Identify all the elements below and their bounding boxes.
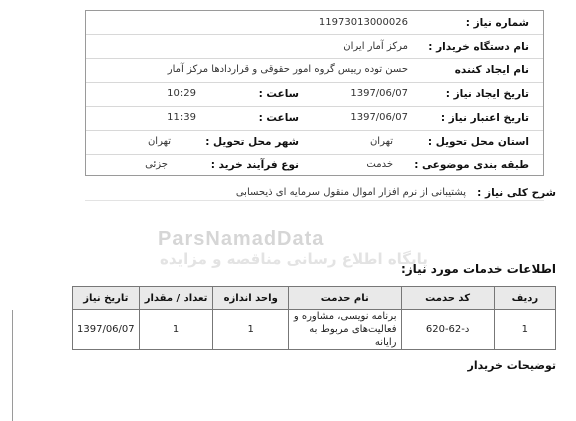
validity-date-label: تاریخ اعتبار نیاز : <box>440 112 529 124</box>
row-separator <box>86 106 543 107</box>
delivery-city-label: شهر محل تحویل : <box>205 136 299 148</box>
buyer-org-value: مرکز آمار ایران <box>343 41 408 52</box>
description-value: پشتیبانی از نرم افزار اموال منقول سرمایه ای ذیحسابی <box>235 187 466 198</box>
category-value: خدمت <box>366 159 393 170</box>
watermark-subtext: پایگاه اطلاع رسانی مناقصه و مزایده <box>160 250 428 268</box>
header-service-code: کد حدمت <box>401 287 494 310</box>
description-underline <box>85 200 544 201</box>
purchase-process-value: جزئی <box>145 159 168 170</box>
delivery-city-value: تهران <box>147 136 171 147</box>
need-info-box <box>85 10 544 176</box>
cell-need-date: 1397/06/07 <box>73 310 140 350</box>
creator-label: نام ایجاد کننده <box>454 64 529 76</box>
creation-time-value: 10:29 <box>167 88 196 99</box>
need-number-label: شماره نیاز : <box>465 17 529 29</box>
validity-time-label: ساعت : <box>258 112 299 124</box>
category-label: طبقه بندی موضوعی : <box>414 159 529 171</box>
creation-time-label: ساعت : <box>258 88 299 100</box>
validity-time-value: 11:39 <box>167 112 196 123</box>
services-table <box>72 286 556 350</box>
row-separator <box>86 154 543 155</box>
need-number-value: 11973013000026 <box>318 17 408 28</box>
buyer-notes-label: توضیحات خریدار <box>467 359 556 372</box>
buyer-org-label: نام دستگاه خریدار : <box>428 41 529 53</box>
cell-unit: 1 <box>213 310 288 350</box>
creator-value: حسن توده رییس گروه امور حقوقی و قراردادها مرکز آمار <box>167 64 408 75</box>
table-header-row <box>73 287 556 310</box>
row-separator <box>86 130 543 131</box>
purchase-process-label: نوع فرآیند خرید : <box>210 159 299 171</box>
cell-quantity: 1 <box>139 310 213 350</box>
cell-service-name: برنامه نویسی، مشاوره و فعالیت‌های مربوط به رایانه <box>288 310 401 350</box>
cell-service-code: د-62-620 <box>401 310 494 350</box>
row-separator <box>86 82 543 83</box>
cell-row-number: 1 <box>494 310 555 350</box>
row-separator <box>86 34 543 35</box>
header-need-date: تاریخ نیاز <box>73 287 140 310</box>
services-section-title: اطلاعات خدمات مورد نیاز: <box>400 262 556 276</box>
row-separator <box>86 58 543 59</box>
validity-date-value: 1397/06/07 <box>350 112 408 123</box>
table-row <box>73 310 556 350</box>
header-service-name: نام حدمت <box>288 287 401 310</box>
watermark-text: ParsNamadData <box>158 228 325 250</box>
header-quantity: تعداد / مقدار <box>139 287 213 310</box>
header-unit: واحد اندازه <box>213 287 288 310</box>
description-label: شرح کلی نیاز : <box>477 187 556 199</box>
creation-date-value: 1397/06/07 <box>350 88 408 99</box>
creation-date-label: تاریخ ایجاد نیاز : <box>445 88 529 100</box>
delivery-province-label: استان محل تحویل : <box>427 136 529 148</box>
left-border-line <box>12 310 13 421</box>
delivery-province-value: تهران <box>369 136 393 147</box>
header-row-number: ردیف <box>494 287 555 310</box>
